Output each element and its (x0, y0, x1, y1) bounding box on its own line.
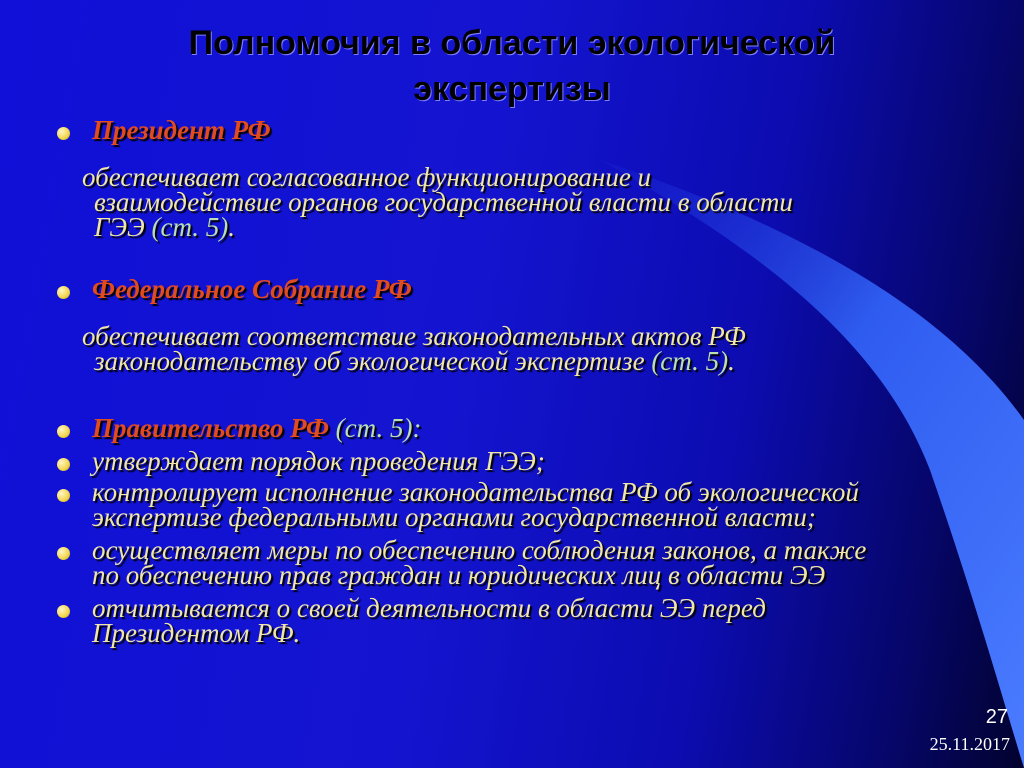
text-span: законодательству об экологической экспертизе (94, 346, 652, 376)
list-item (50, 446, 1000, 476)
section-heading: Президент РФ (92, 115, 271, 145)
section-president (50, 115, 1000, 145)
text-span: . (728, 346, 735, 376)
bullet-icon (57, 127, 70, 140)
colon: : (412, 413, 422, 443)
text-line: взаимодействие органов государственной власти в области (94, 187, 793, 217)
section-description (50, 162, 1000, 242)
bullet-icon (57, 547, 70, 560)
text-line (82, 212, 1000, 242)
slide-content (50, 115, 1000, 648)
bullet-icon (57, 286, 70, 299)
item-text: по обеспечению прав граждан и юридических лиц в области ЭЭ (92, 560, 826, 590)
section-description (50, 321, 1000, 376)
item-text: контролирует исполнение законодательства РФ об экологической (92, 477, 859, 507)
bullet-icon (57, 605, 70, 618)
list-item (50, 535, 1000, 590)
section-federal-assembly (50, 274, 1000, 304)
text-span: ГЭЭ (94, 212, 152, 242)
slide-title (0, 20, 1024, 112)
item-text: утверждает порядок проведения ГЭЭ; (92, 446, 545, 476)
bullet-icon (57, 458, 70, 471)
article-reference: (ст. 5) (335, 413, 413, 443)
item-text: отчитывается о своей деятельности в области ЭЭ перед (92, 593, 766, 623)
section-government (50, 413, 1000, 446)
text-span: . (228, 212, 236, 242)
article-reference: (ст. 5) (651, 346, 729, 376)
page-number: 27 (985, 706, 1008, 728)
title-line-2: экспертизы (413, 70, 611, 108)
bullet-icon (57, 425, 70, 438)
section-heading: Правительство РФ (92, 413, 336, 443)
slide-date: 25.11.2017 (929, 734, 1010, 754)
text-line: обеспечивает согласованное функционирование и (82, 162, 652, 192)
title-line-1: Полномочия в области экологической (188, 24, 836, 62)
text-line (82, 346, 1000, 376)
item-text: Президентом РФ. (92, 618, 301, 648)
item-text: осуществляет меры по обеспечению соблюдения законов, а также (92, 535, 867, 565)
text-line: обеспечивает соответствие законодательных актов РФ (82, 321, 746, 351)
item-text: экспертизе федеральными органами государственной власти; (92, 502, 816, 532)
list-item (50, 593, 1000, 648)
bullet-icon (57, 489, 70, 502)
list-item (50, 477, 1000, 532)
section-heading: Федеральное Собрание РФ (92, 274, 412, 304)
article-reference: (ст. 5) (151, 212, 229, 242)
